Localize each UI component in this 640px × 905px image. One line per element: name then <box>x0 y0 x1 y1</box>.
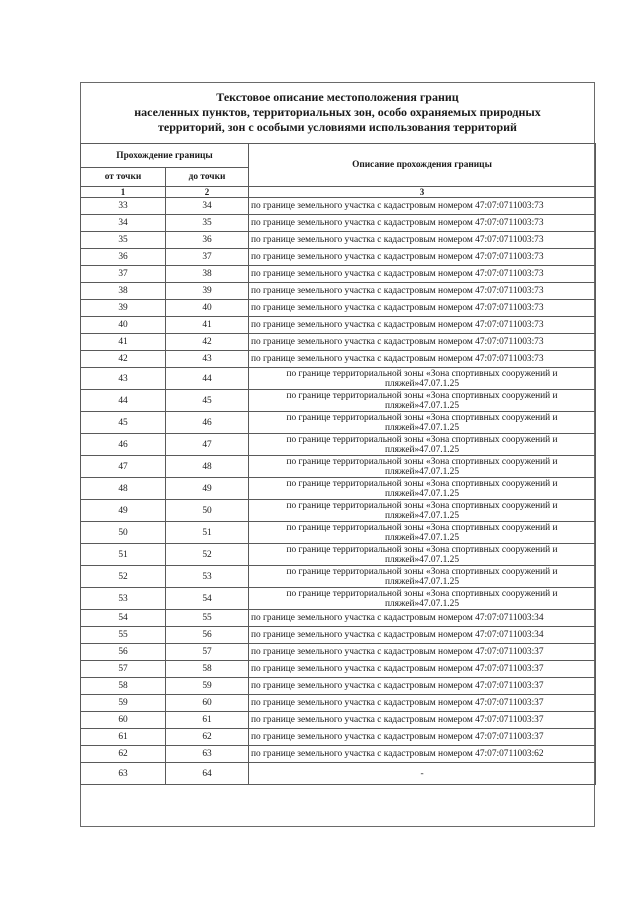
description-cell: по границе земельного участка с кадастровым номером 47:07:0711003:73 <box>249 266 596 283</box>
description-line-2: пляжей»47.07.1.25 <box>384 510 460 521</box>
description-line-1: по границе территориальной зоны «Зона спортивных сооружений и <box>286 522 558 533</box>
to-point-cell: 35 <box>166 215 249 232</box>
description-line-1: по границе территориальной зоны «Зона спортивных сооружений и <box>286 588 558 599</box>
to-point-cell: 39 <box>166 283 249 300</box>
description-line-1: по границе территориальной зоны «Зона спортивных сооружений и <box>286 566 558 577</box>
table-row <box>81 249 596 266</box>
to-point-cell: 50 <box>166 500 249 522</box>
table-row <box>81 522 596 544</box>
from-point-cell: 42 <box>81 351 166 368</box>
from-point-cell: 49 <box>81 500 166 522</box>
to-point-cell: 61 <box>166 712 249 729</box>
table-row <box>81 712 596 729</box>
description-line-1: по границе территориальной зоны «Зона спортивных сооружений и <box>286 456 558 467</box>
table-row <box>81 456 596 478</box>
from-point-cell: 51 <box>81 544 166 566</box>
header-col-3: 3 <box>249 187 596 198</box>
to-point-cell: 36 <box>166 232 249 249</box>
from-point-cell: 44 <box>81 390 166 412</box>
to-point-cell: 60 <box>166 695 249 712</box>
document-title <box>80 90 595 135</box>
from-point-cell: 45 <box>81 412 166 434</box>
to-point-cell: 64 <box>166 763 249 785</box>
description-line-2: пляжей»47.07.1.25 <box>384 488 460 499</box>
description-cell: по границе земельного участка с кадастровым номером 47:07:0711003:37 <box>249 661 596 678</box>
description-cell: по границе земельного участка с кадастровым номером 47:07:0711003:73 <box>249 215 596 232</box>
table-row <box>81 215 596 232</box>
description-line-2: пляжей»47.07.1.25 <box>384 554 460 565</box>
to-point-cell: 43 <box>166 351 249 368</box>
to-point-cell: 40 <box>166 300 249 317</box>
from-point-cell: 38 <box>81 283 166 300</box>
description-cell: по границе земельного участка с кадастровым номером 47:07:0711003:37 <box>249 695 596 712</box>
description-line-2: пляжей»47.07.1.25 <box>384 598 460 609</box>
description-line-2: пляжей»47.07.1.25 <box>384 444 460 455</box>
table-row <box>81 661 596 678</box>
description-cell <box>249 368 596 390</box>
to-point-cell: 55 <box>166 610 249 627</box>
description-cell <box>249 522 596 544</box>
header-col-1: 1 <box>81 187 166 198</box>
table-row <box>81 390 596 412</box>
to-point-cell: 37 <box>166 249 249 266</box>
description-cell <box>249 588 596 610</box>
table-row <box>81 544 596 566</box>
table-row <box>81 729 596 746</box>
description-line-2: пляжей»47.07.1.25 <box>384 422 460 433</box>
from-point-cell: 41 <box>81 334 166 351</box>
to-point-cell: 45 <box>166 390 249 412</box>
description-cell: по границе земельного участка с кадастровым номером 47:07:0711003:34 <box>249 627 596 644</box>
from-point-cell: 54 <box>81 610 166 627</box>
description-cell: по границе земельного участка с кадастровым номером 47:07:0711003:73 <box>249 334 596 351</box>
to-point-cell: 58 <box>166 661 249 678</box>
description-cell <box>249 478 596 500</box>
description-cell: по границе земельного участка с кадастровым номером 47:07:0711003:73 <box>249 198 596 215</box>
description-line-1: по границе территориальной зоны «Зона спортивных сооружений и <box>286 412 558 423</box>
from-point-cell: 34 <box>81 215 166 232</box>
table-row <box>81 678 596 695</box>
description-cell: по границе земельного участка с кадастровым номером 47:07:0711003:73 <box>249 300 596 317</box>
header-from: от точки <box>81 168 166 187</box>
table-row <box>81 588 596 610</box>
boundary-table <box>80 143 596 785</box>
from-point-cell: 48 <box>81 478 166 500</box>
to-point-cell: 49 <box>166 478 249 500</box>
from-point-cell: 53 <box>81 588 166 610</box>
from-point-cell: 40 <box>81 317 166 334</box>
description-cell: по границе земельного участка с кадастровым номером 47:07:0711003:37 <box>249 712 596 729</box>
to-point-cell: 48 <box>166 456 249 478</box>
description-cell: по границе земельного участка с кадастровым номером 47:07:0711003:34 <box>249 610 596 627</box>
to-point-cell: 42 <box>166 334 249 351</box>
table-row <box>81 412 596 434</box>
to-point-cell: 53 <box>166 566 249 588</box>
table-row <box>81 627 596 644</box>
description-cell <box>249 434 596 456</box>
to-point-cell: 41 <box>166 317 249 334</box>
description-cell <box>249 566 596 588</box>
table-row <box>81 317 596 334</box>
from-point-cell: 33 <box>81 198 166 215</box>
description-line-2: пляжей»47.07.1.25 <box>384 532 460 543</box>
to-point-cell: 59 <box>166 678 249 695</box>
from-point-cell: 52 <box>81 566 166 588</box>
description-cell: по границе земельного участка с кадастровым номером 47:07:0711003:73 <box>249 232 596 249</box>
from-point-cell: 35 <box>81 232 166 249</box>
table-row <box>81 434 596 456</box>
from-point-cell: 59 <box>81 695 166 712</box>
header-to: до точки <box>166 168 249 187</box>
from-point-cell: 36 <box>81 249 166 266</box>
description-cell <box>249 544 596 566</box>
table-row <box>81 746 596 763</box>
table-row <box>81 198 596 215</box>
from-point-cell: 61 <box>81 729 166 746</box>
description-cell: по границе земельного участка с кадастровым номером 47:07:0711003:62 <box>249 746 596 763</box>
title-line-1: Текстовое описание местоположения границ <box>216 90 459 104</box>
from-point-cell: 58 <box>81 678 166 695</box>
description-cell: по границе земельного участка с кадастровым номером 47:07:0711003:37 <box>249 729 596 746</box>
table-row <box>81 283 596 300</box>
table-row <box>81 566 596 588</box>
from-point-cell: 55 <box>81 627 166 644</box>
from-point-cell: 57 <box>81 661 166 678</box>
from-point-cell: 43 <box>81 368 166 390</box>
to-point-cell: 51 <box>166 522 249 544</box>
header-col-2: 2 <box>166 187 249 198</box>
description-cell: по границе земельного участка с кадастровым номером 47:07:0711003:73 <box>249 317 596 334</box>
description-line-1: по границе территориальной зоны «Зона спортивных сооружений и <box>286 390 558 401</box>
description-cell <box>249 390 596 412</box>
description-line-1: по границе территориальной зоны «Зона спортивных сооружений и <box>286 544 558 555</box>
table-row <box>81 644 596 661</box>
description-cell: - <box>249 763 596 785</box>
description-cell: по границе земельного участка с кадастровым номером 47:07:0711003:73 <box>249 283 596 300</box>
description-cell <box>249 500 596 522</box>
description-line-1: по границе территориальной зоны «Зона спортивных сооружений и <box>286 434 558 445</box>
to-point-cell: 34 <box>166 198 249 215</box>
to-point-cell: 52 <box>166 544 249 566</box>
table-row <box>81 500 596 522</box>
description-cell: по границе земельного участка с кадастровым номером 47:07:0711003:73 <box>249 249 596 266</box>
to-point-cell: 47 <box>166 434 249 456</box>
table-row <box>81 351 596 368</box>
from-point-cell: 60 <box>81 712 166 729</box>
table-row <box>81 695 596 712</box>
description-line-1: по границе территориальной зоны «Зона спортивных сооружений и <box>286 500 558 511</box>
to-point-cell: 63 <box>166 746 249 763</box>
description-cell: по границе земельного участка с кадастровым номером 47:07:0711003:37 <box>249 644 596 661</box>
from-point-cell: 62 <box>81 746 166 763</box>
header-passage: Прохождение границы <box>81 144 249 168</box>
from-point-cell: 56 <box>81 644 166 661</box>
table-row <box>81 334 596 351</box>
table-row <box>81 478 596 500</box>
to-point-cell: 44 <box>166 368 249 390</box>
header-description: Описание прохождения границы <box>249 144 596 187</box>
table-row <box>81 368 596 390</box>
description-cell: по границе земельного участка с кадастровым номером 47:07:0711003:37 <box>249 678 596 695</box>
to-point-cell: 38 <box>166 266 249 283</box>
to-point-cell: 46 <box>166 412 249 434</box>
to-point-cell: 62 <box>166 729 249 746</box>
title-line-2: населенных пунктов, территориальных зон, особо охраняемых природных <box>134 105 541 119</box>
to-point-cell: 57 <box>166 644 249 661</box>
description-line-1: по границе территориальной зоны «Зона спортивных сооружений и <box>286 368 558 379</box>
table-row <box>81 610 596 627</box>
to-point-cell: 54 <box>166 588 249 610</box>
description-line-2: пляжей»47.07.1.25 <box>384 400 460 411</box>
description-line-2: пляжей»47.07.1.25 <box>384 378 460 389</box>
description-line-1: по границе территориальной зоны «Зона спортивных сооружений и <box>286 478 558 489</box>
title-line-3: территорий, зон с особыми условиями использования территорий <box>158 120 517 134</box>
description-line-2: пляжей»47.07.1.25 <box>384 466 460 477</box>
table-row <box>81 763 596 785</box>
from-point-cell: 37 <box>81 266 166 283</box>
from-point-cell: 39 <box>81 300 166 317</box>
from-point-cell: 50 <box>81 522 166 544</box>
table-row <box>81 300 596 317</box>
description-cell <box>249 412 596 434</box>
from-point-cell: 63 <box>81 763 166 785</box>
description-cell: по границе земельного участка с кадастровым номером 47:07:0711003:73 <box>249 351 596 368</box>
to-point-cell: 56 <box>166 627 249 644</box>
description-cell <box>249 456 596 478</box>
from-point-cell: 47 <box>81 456 166 478</box>
from-point-cell: 46 <box>81 434 166 456</box>
table-row <box>81 266 596 283</box>
table-row <box>81 232 596 249</box>
description-line-2: пляжей»47.07.1.25 <box>384 576 460 587</box>
